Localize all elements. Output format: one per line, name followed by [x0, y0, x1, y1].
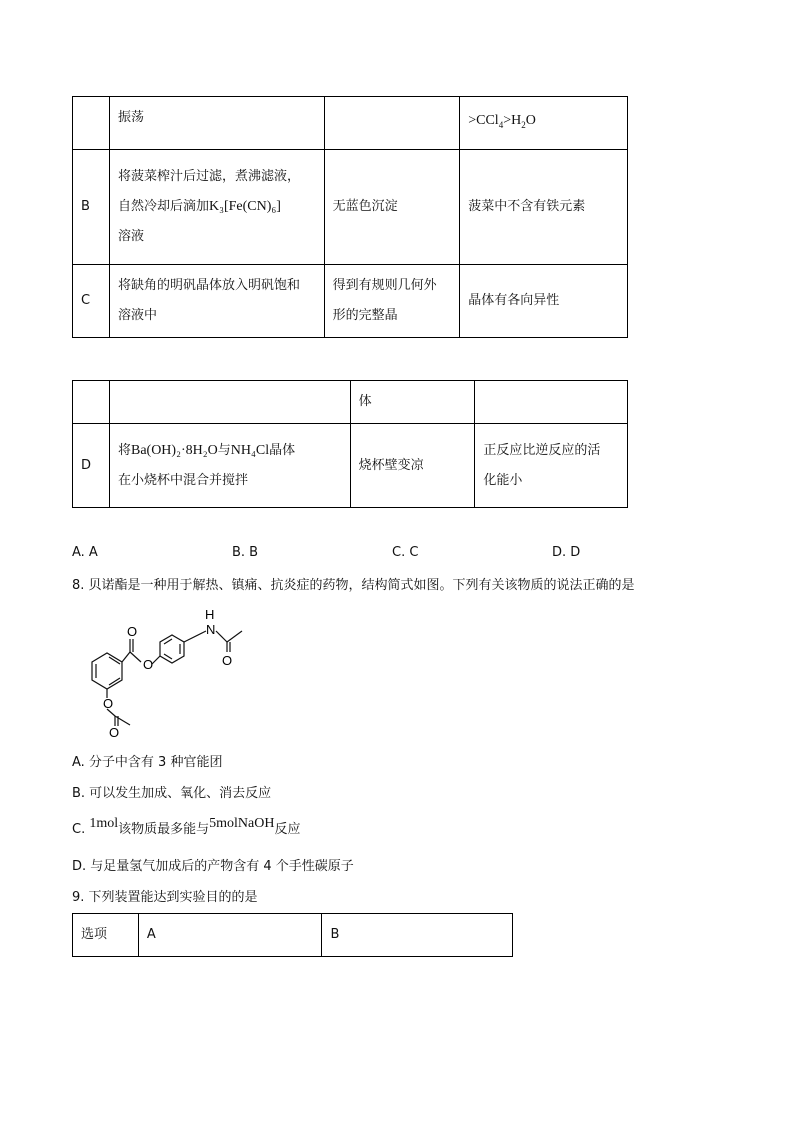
table-header-cell: A: [138, 914, 322, 957]
cell-text: 化能小: [483, 472, 523, 488]
table-header-cell: B: [322, 914, 513, 957]
table-cell: [73, 381, 110, 424]
q8-option-d[interactable]: D. 与足量氢气加成后的产物含有 4 个手性碳原子: [72, 859, 354, 874]
formula-text: >H: [503, 113, 522, 129]
cell-text: 与: [217, 442, 231, 458]
table-q7-part1: [72, 96, 628, 338]
cell-text: 将: [117, 442, 131, 458]
table-row: [73, 265, 628, 338]
table-cell: [109, 381, 350, 424]
table-row: [73, 150, 628, 265]
cell-text: 晶体: [269, 442, 296, 458]
table-cell: [109, 150, 324, 265]
cell-text: 溶液: [117, 229, 144, 244]
table-row: [73, 914, 513, 957]
cell-text: 自然冷却后滴加: [117, 199, 209, 214]
formula-subscript: 2: [521, 119, 526, 130]
atom-label-o: O: [143, 657, 154, 672]
chemical-formula: 5molNaOH: [209, 816, 275, 831]
chemical-formula: K₃[Fe(CN)₆]: [208, 199, 281, 214]
table-cell: [324, 97, 460, 150]
table-row: [73, 97, 628, 150]
table-cell: [109, 424, 350, 508]
q8-option-a[interactable]: A. 分子中含有 3 种官能团: [72, 755, 223, 770]
table-cell: [73, 97, 110, 150]
cell-text: 形的完整晶: [332, 308, 398, 323]
cell-text: 得到有规则几何外: [332, 278, 437, 293]
option-a[interactable]: A. A: [72, 545, 98, 560]
table-cell: [475, 381, 628, 424]
atom-label-o: O: [222, 653, 233, 668]
cell-text: 将缺角的明矾晶体放入明矾饱和: [117, 278, 300, 293]
table-row: [73, 381, 628, 424]
question-8-stem: 8. 贝诺酯是一种用于解热、镇痛、抗炎症的药物，结构简式如图。下列有关该物质的说法正确的是: [72, 578, 635, 593]
option-b[interactable]: B. B: [232, 545, 259, 560]
cell-text: 在小烧杯中混合并搅拌: [117, 472, 248, 488]
formula-text: >CCl: [468, 113, 499, 129]
table-cell: [475, 424, 628, 508]
table-cell: 无蓝色沉淀: [324, 150, 460, 265]
table-cell: 烧杯壁变凉: [350, 424, 475, 508]
table-header-cell: 选项: [73, 914, 139, 957]
table-cell: 晶体有各向异性: [460, 265, 628, 338]
formula-subscript: 4: [498, 119, 504, 130]
option-label: C.: [72, 822, 86, 837]
atom-label-o: O: [103, 696, 114, 711]
question-9-stem: 9. 下列装置能达到实验目的的是: [72, 890, 258, 905]
chemical-formula: Ba(OH)₂·8H₂O: [130, 442, 218, 458]
table-q9: [72, 913, 513, 957]
cell-text: 反应: [274, 822, 301, 837]
table-cell: [460, 97, 628, 150]
chemical-formula: NH₄Cl: [230, 442, 270, 458]
q8-option-b[interactable]: B. 可以发生加成、氧化、消去反应: [72, 786, 272, 801]
cell-text: 将菠菜榨汁后过滤，煮沸滤液，: [117, 169, 300, 184]
formula-text: O: [525, 113, 536, 129]
table-cell: [109, 265, 324, 338]
cell-text: 该物质最多能与: [118, 822, 210, 837]
table-q7-part2: [72, 380, 628, 508]
cell-text: 溶液中: [117, 308, 157, 323]
option-label: C: [73, 265, 110, 338]
chemical-formula: 1mol: [89, 816, 119, 831]
atom-label-o: O: [127, 624, 138, 639]
table-cell: 菠菜中不含有铁元素: [460, 150, 628, 265]
atom-label-n: N: [206, 622, 216, 637]
cell-text: 正反应比逆反应的活: [483, 442, 601, 458]
atom-label-h: H: [205, 607, 215, 622]
option-c[interactable]: C. C: [392, 545, 419, 560]
benorilate-structure: [70, 606, 280, 741]
q8-option-c[interactable]: [72, 816, 301, 840]
table-row: [73, 424, 628, 508]
table-cell: [324, 265, 460, 338]
table-cell: 振荡: [109, 97, 324, 150]
option-label: D: [73, 424, 110, 508]
option-d[interactable]: D. D: [552, 545, 581, 560]
table-cell: 体: [350, 381, 475, 424]
q7-options: [72, 545, 712, 560]
option-label: B: [73, 150, 110, 265]
atom-label-o: O: [109, 725, 120, 740]
